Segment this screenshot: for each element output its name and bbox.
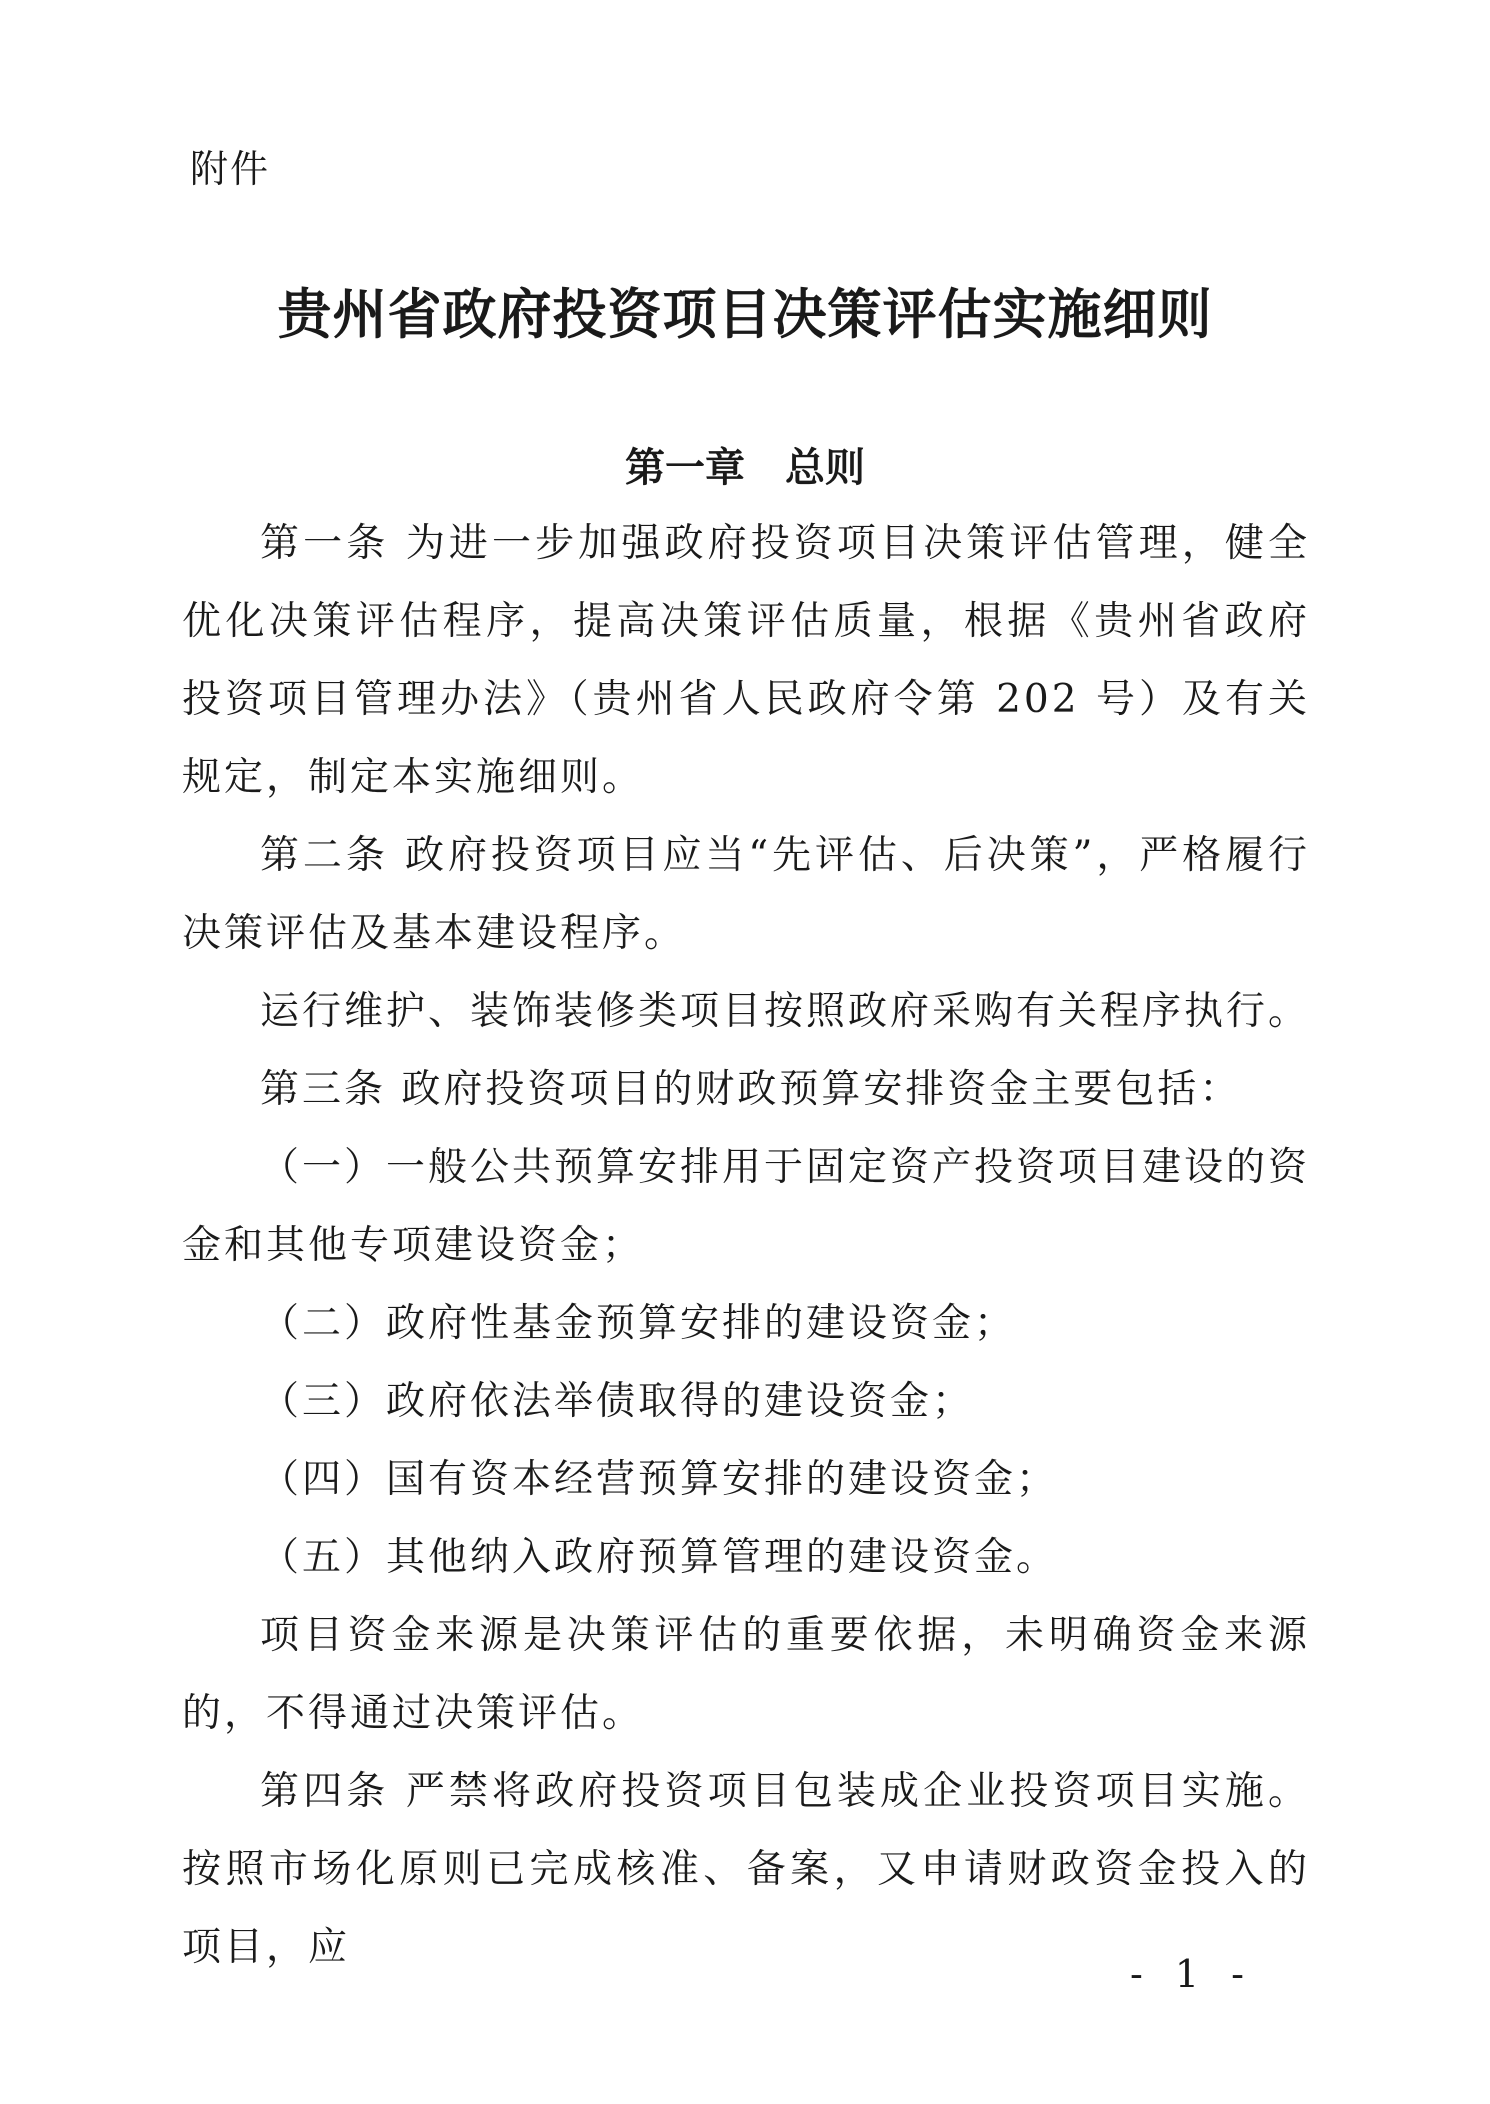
paragraph-item-2: （二）政府性基金预算安排的建设资金；	[260, 1301, 1017, 1346]
paragraph-maintenance-note: 运行维护、装饰装修类项目按照政府采购有关程序执行。	[260, 989, 1311, 1034]
paragraph-article-2: 第二条 政府投资项目应当“先评估、后决策”，严格履行决策评估及基本建设程序。	[182, 833, 1310, 956]
paragraph-article-4: 第四条 严禁将政府投资项目包装成企业投资项目实施。按照市场化原则已完成核准、备案，又申请财政资金投入的项目，应	[182, 1769, 1310, 1970]
document-body	[182, 505, 1310, 1987]
attachment-label: 附件	[190, 147, 271, 191]
paragraph-funding-source: 项目资金来源是决策评估的重要依据，未明确资金来源的，不得通过决策评估。	[182, 1613, 1310, 1736]
paragraph-item-3: （三）政府依法举债取得的建设资金；	[260, 1379, 975, 1424]
document-title: 贵州省政府投资项目决策评估实施细则	[277, 282, 1213, 346]
paragraph-article-1: 第一条 为进一步加强政府投资项目决策评估管理，健全优化决策评估程序，提高决策评估质量，根据《贵州省政府投资项目管理办法》（贵州省人民政府令第 202 号）及有关规定，制定本实施细则。	[182, 521, 1310, 800]
paragraph-item-1: （一）一般公共预算安排用于固定资产投资项目建设的资金和其他专项建设资金；	[182, 1145, 1311, 1268]
paragraph-item-5: （五）其他纳入政府预算管理的建设资金。	[260, 1535, 1059, 1580]
chapter-heading: 第一章 总则	[625, 445, 865, 491]
paragraph-item-4: （四）国有资本经营预算安排的建设资金；	[260, 1457, 1059, 1502]
page-number: - 1 -	[1130, 1952, 1255, 1996]
paragraph-article-3: 第三条 政府投资项目的财政预算安排资金主要包括：	[260, 1067, 1242, 1112]
